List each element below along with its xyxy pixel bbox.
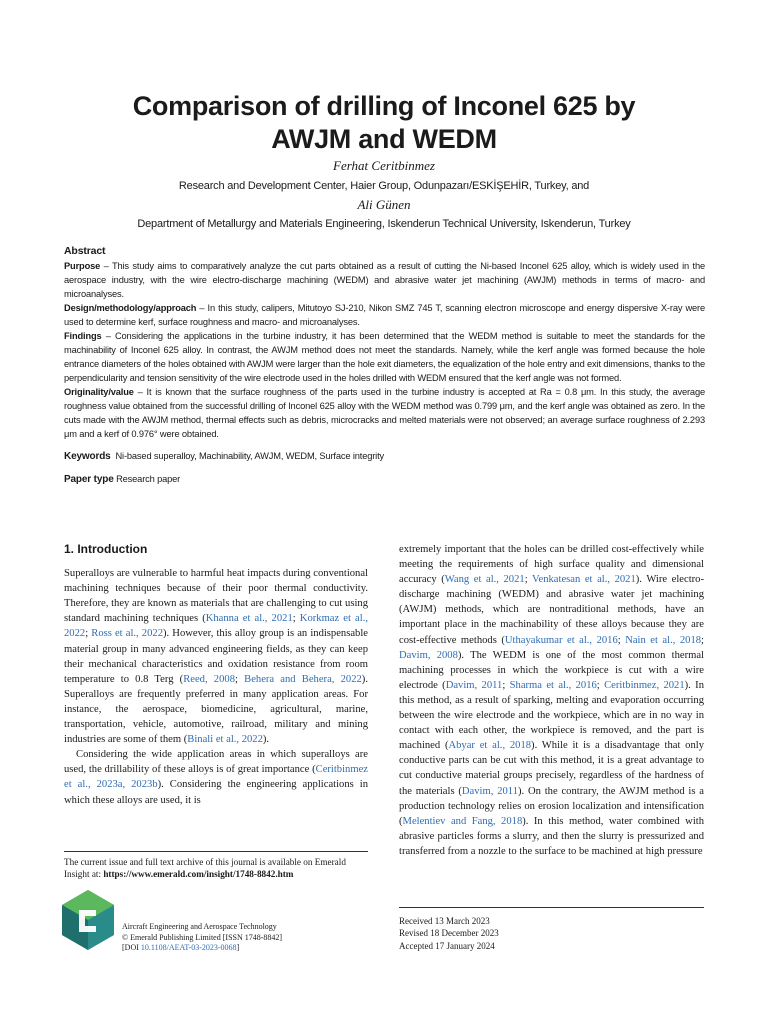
citation-link[interactable]: Davim, 2011 (461, 785, 518, 797)
citation-link[interactable]: Sharma et al., 2016 (509, 679, 597, 691)
abstract-findings: Findings – Considering the applications in the turbine industry, it has been determined that the WEDM method is suitable to meet the standards for the machinability of Inconel 625 alloy. In contrast, the AWJM method does not meet the standards. Namely, while the kerf angle was formed because the hole entrance diameters of the holes obtained with AWJM were larger than the hole exit diameters, the equalization of the hole entry and exit dimensions, thanks to the perpendicularity and tension sensitivity of the wire electrode used in the holes drilled with WEDM ensured that the kerf angle was not formed. (64, 331, 705, 383)
citation-link[interactable]: Davim, 2011 (445, 679, 503, 691)
author-2-name: Ali Günen (357, 197, 411, 212)
column-left (64, 542, 368, 808)
citation-link[interactable]: Khanna et al., 2021 (205, 613, 293, 625)
received-date: Received 13 March 2023 (399, 916, 490, 926)
citation-link[interactable]: Wang et al., 2021 (444, 574, 525, 586)
publisher-line: © Emerald Publishing Limited [ISSN 1748-8842] (122, 932, 283, 942)
citation-link[interactable]: Melentiev and Fang, 2018 (402, 815, 523, 827)
footnote-divider (64, 851, 368, 852)
abstract (64, 244, 705, 487)
revised-date: Revised 18 December 2023 (399, 928, 499, 939)
author-1-name: Ferhat Ceritbinmez (333, 158, 435, 173)
abstract-purpose: Purpose – This study aims to comparatively analyze the cut parts obtained as a result of cutting the Ni-based Inconel 625 alloy, which is widely used in the aerospace industry, with the wire electro-discharge machining (WEDM) and abrasive water jet machining (AWJM) methods in terms of macro- and microanalyses. (64, 261, 705, 299)
citation-link[interactable]: Davim, 2008 (399, 649, 458, 661)
paper-title (0, 90, 768, 156)
footnote: The current issue and full text archive of this journal is available on Emerald Insight at: https://www.emerald.com/insight/1748-8842.htm (64, 857, 346, 879)
abstract-originality: Originality/value – It is known that the surface roughness of the parts used in the turbine industry is accepted at Ra = 0.8 μm. In this study, the average roughness value obtained from the successful drilling of Inconel 625 alloy with the WEDM method was 0.799 μm, and the kerf angle was obtained as zero. In the cuts made with the AWJM method, thermal effects such as debris, microcracks and melted materials were not observed; an average surface roughness of 2.293 μm and a kerf of 0.976° were obtained. (64, 387, 705, 439)
column-right (399, 542, 704, 859)
doi-line: [DOI 10.1108/AEAT-03-2023-0068] (122, 943, 240, 952)
citation-link[interactable]: Ross et al., 2022 (91, 628, 163, 640)
citation-link[interactable]: Binali et al., 2022 (187, 734, 263, 746)
citation-link[interactable]: Behera and Behera, 2022 (244, 673, 362, 685)
citation-link[interactable]: Venkatesan et al., 2021 (532, 574, 636, 586)
citation-link[interactable]: Nain et al., 2018 (625, 634, 702, 646)
abstract-design: Design/methodology/approach – In this study, calipers, Mitutoyo SJ-210, Nikon SMZ 745 T, scanning electron microscope and energy dispersive X-ray were used to determine kerf, surface roughness and macro- and microanalyses. (64, 303, 705, 327)
journal-name: Aircraft Engineering and Aerospace Technology (122, 922, 277, 931)
paper-type: Paper type Research paper (64, 474, 181, 485)
doi-link[interactable]: 10.1108/AEAT-03-2023-0068 (140, 943, 237, 952)
abstract-heading: Abstract (64, 245, 106, 257)
accepted-date: Accepted 17 January 2024 (399, 940, 495, 951)
citation-link[interactable]: Abyar et al., 2018 (448, 740, 532, 752)
keywords: Keywords Ni-based superalloy, Machinability, AWJM, WEDM, Surface integrity (64, 451, 385, 462)
citation-link[interactable]: Ceritbinmez, 2021 (604, 679, 685, 691)
title-line-1: Comparison of drilling of Inconel 625 by (132, 91, 636, 121)
intro-paragraph-2: Considering the wide application areas in which superalloys are used, the drillability of these alloys is of great importance (Ceritbinmez et al., 2023a, 2023b). Considering the engineering applications in which these alloys are used, it is (64, 749, 368, 806)
citation-link[interactable]: Ceritbinmez et al., 2023a, 2023b (64, 764, 368, 791)
journal-info (122, 922, 372, 954)
citation-link[interactable]: Reed, 2008 (183, 673, 235, 685)
author-2-affiliation: Department of Metallurgy and Materials Engineering, Iskenderun Technical University, Iskenderun, Turkey (137, 218, 631, 230)
journal-url-link[interactable]: https://www.emerald.com/insight/1748-8842.htm (103, 869, 294, 879)
article-dates (399, 915, 704, 952)
dates-divider (399, 907, 704, 908)
citation-link[interactable]: Korkmaz et al., 2022 (64, 613, 368, 640)
emerald-logo-icon (62, 890, 114, 950)
intro-paragraph-1: Superalloys are vulnerable to harmful heat impacts during conventional machining techniques because of their poor thermal conductivity. Therefore, they are known as materials that are challenging to cut using standard machining techniques (Khanna et al., 2021; Korkmaz et al., 2022; Ross et al., 2022). However, this alloy group is an indispensable material group in many advanced engineering fields, as they can keep their mechanical characteristics and oxidation resistance from room temperature to 0.8 Terg (Reed, 2008; Behera and Behera, 2022). Superalloys are frequently preferred in many application areas. For instance, the aerospace, biomedicine, agricultural, marine, transportation, vehicle, automotive, railroad, military and mining industries are some of them (Binali et al., 2022). (64, 568, 368, 746)
intro-paragraph-3: extremely important that the holes can be drilled cost-effectively while meeting the requirements of high surface quality and dimensional accuracy (Wang et al., 2021; Venkatesan et al., 2021). Wire electro-discharge machining (WEDM) and abrasive water jet machining (AWJM) methods, which are nontraditional methods, have an important place in the machinability of these alloys because they are cost-effective methods (Uthayakumar et al., 2016; Nain et al., 2018; Davim, 2008). The WEDM is one of the most common thermal machining processes in which the workpiece is cut with a wire electrode (Davim, 2011; Sharma et al., 2016; Ceritbinmez, 2021). In this method, as a result of sparking, melting and evaporation occurring between the wire electrode and the workpiece, which are in no way in contact with each other, the workpiece is removed, and the part is machined (Abyar et al., 2018). While it is a disadvantage that only conductive parts can be cut with this method, it is a great advantage to cut conductive material groups precisely, regardless of the hardness of the materials (Davim, 2011). On the contrary, the AWJM method is a production technology relies on erosion localization and intensification (Melentiev and Fang, 2018). In this method, water combined with abrasive particles forms a slurry, and then the slurry is pressurized and transferred from a nozzle to the surface to be machined at high pressure (399, 544, 705, 857)
section-heading: 1. Introduction (64, 542, 148, 556)
citation-link[interactable]: Uthayakumar et al., 2016 (504, 634, 618, 646)
title-line-2: AWJM and WEDM (271, 124, 497, 154)
author-1-affiliation: Research and Development Center, Haier Group, Odunpazarı/ESKİŞEHİR, Turkey, and (178, 180, 590, 192)
